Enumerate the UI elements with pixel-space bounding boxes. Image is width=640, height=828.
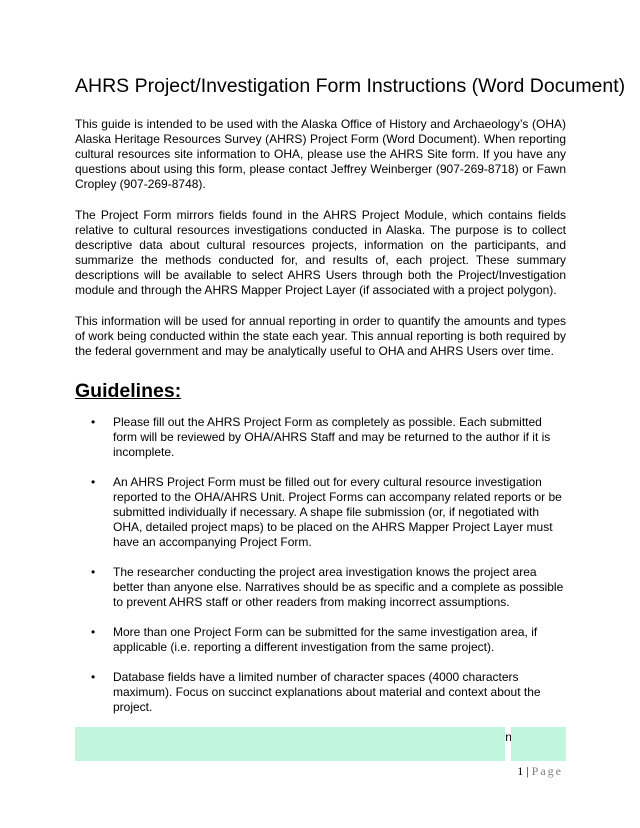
guidelines-list <box>75 415 566 760</box>
list-item-text: Please fill out the AHRS Project Form as completely as possible. Each submitted form will be reviewed by OHA/AHRS Staff and may be returned to the author if it is incomplete. <box>113 415 551 459</box>
list-item-text: More than one Project Form can be submitted for the same investigation area, if applicable (i.e. reporting a different investigation from the same project). <box>113 625 538 654</box>
footer-bar <box>75 727 505 761</box>
bullet-icon: • <box>91 625 96 639</box>
page-label: Page <box>531 764 563 778</box>
document-title: AHRS Project/Investigation Form Instructions (Word Document) <box>75 75 626 97</box>
document-body <box>75 74 626 775</box>
bullet-icon: • <box>91 565 96 579</box>
bullet-icon: • <box>91 415 96 429</box>
reporting-paragraph: This information will be used for annual reporting in order to quantify the amounts and types of work being conducted within the state each year. This annual reporting is both required by the federal government and may be analytically useful to OHA and AHRS Users over time. <box>75 314 566 358</box>
list-item <box>75 625 566 655</box>
list-item <box>75 415 566 460</box>
list-item-text: The researcher conducting the project area investigation knows the project area better than anyone else. Narratives should be as specific and a complete as possible to prevent AHRS staff or other readers from making incorrect assumptions. <box>113 565 564 609</box>
list-item <box>75 475 566 550</box>
intro-paragraph: This guide is intended to be used with the Alaska Office of History and Archaeology’s (OHA) Alaska Heritage Resources Survey (AHRS) Project Form (Word Document). When reporting cultural resources site information to OHA, please use the AHRS Site form. If you have any questions about using this form, please contact Jeffrey Weinberger (907-269-8718) or Fawn Cropley (907-269-8748). <box>75 117 566 191</box>
list-item-text: An AHRS Project Form must be filled out for every cultural resource investigation reported to the OHA/AHRS Unit. Project Forms can accompany related reports or be submitted individually if necessary. A shape file submission (or, if negotiated with OHA, detailed project maps) to be placed on the AHRS Mapper Project Layer must have an accompanying Project Form. <box>113 475 562 549</box>
list-item-text: Database fields have a limited number of character spaces (4000 characters maximum). Focus on succinct explanations about material and context about the project. <box>113 670 541 714</box>
footer-bar-small <box>511 727 566 761</box>
page-number-value: 1 <box>517 764 524 778</box>
page-number <box>517 764 563 779</box>
purpose-paragraph: The Project Form mirrors fields found in the AHRS Project Module, which contains fields relative to cultural resources investigations conducted in Alaska. The purpose is to collect descriptive data about cultural resources projects, information on the participants, and summarize the methods conducted for, and results of, each project. These summary descriptions will be available to select AHRS Users through both the Project/Investigation module and through the AHRS Mapper Project Layer (if associated with a project polygon). <box>75 208 566 297</box>
list-item <box>75 565 566 610</box>
bullet-icon: • <box>91 670 96 684</box>
guidelines-heading: Guidelines: <box>75 380 182 402</box>
list-item <box>75 670 566 715</box>
bullet-icon: • <box>91 475 96 489</box>
page-separator: | <box>526 764 529 778</box>
